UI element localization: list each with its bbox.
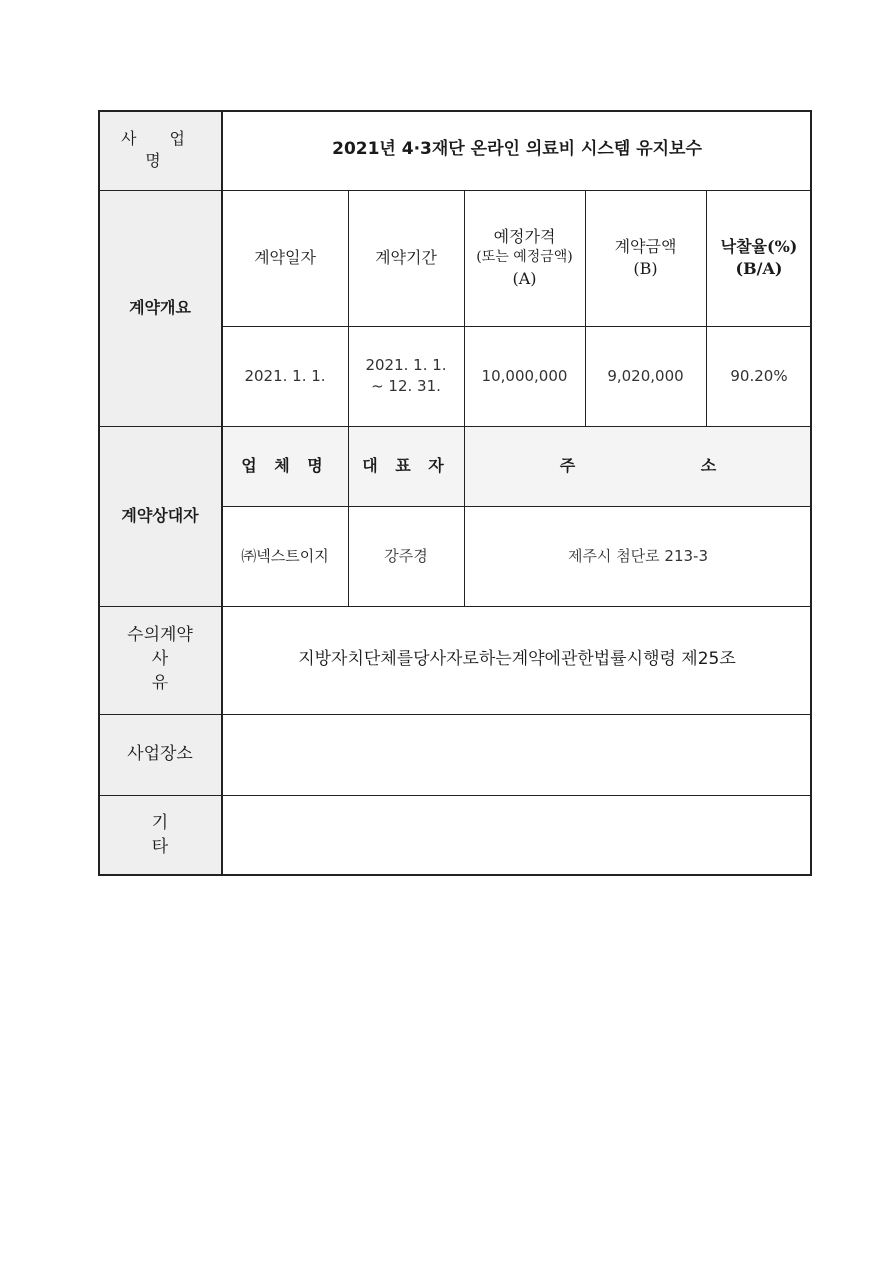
value-company-name: ㈜넥스트이지 <box>241 546 329 565</box>
col-divider <box>706 190 707 426</box>
header-address: 주 소 <box>464 426 812 506</box>
counterparty-label: 계약상대자 <box>121 505 199 525</box>
value-contract-amount: 9,020,000 <box>607 366 684 385</box>
value-contract-date: 2021. 1. 1. <box>244 366 326 385</box>
border-left <box>98 110 100 876</box>
row-divider <box>222 326 812 327</box>
other-label: 기 타 <box>151 812 209 857</box>
header-contract-period: 계약기간 <box>375 247 437 267</box>
counterparty-label-cell <box>98 426 222 606</box>
other-value-cell <box>222 795 812 876</box>
col-divider <box>464 190 465 606</box>
contract-overview-label-cell <box>98 190 222 426</box>
border-right <box>810 110 812 876</box>
contract-overview-label: 계약개요 <box>129 297 191 317</box>
private-contract-label-line1: 수의계약 <box>127 625 193 646</box>
col-divider <box>348 190 349 606</box>
row-divider <box>98 426 812 427</box>
header-award-rate: 낙찰율(%) (B/A) <box>720 236 798 278</box>
header-company-name: 업 체 명 <box>222 426 348 506</box>
business-location-label-cell <box>98 714 222 795</box>
value-award-rate: 90.20% <box>730 366 788 385</box>
value-address: 제주시 첨단로 213-3 <box>567 546 709 565</box>
value-contract-period: 2021. 1. 1. ~ 12. 31. <box>365 356 447 395</box>
private-contract-label-cell <box>98 606 222 714</box>
row-divider <box>98 795 812 796</box>
project-label: 사 업 명 <box>121 128 199 170</box>
row-divider <box>98 190 812 191</box>
border-bottom <box>98 874 812 876</box>
header-representative: 대 표 자 <box>348 426 464 506</box>
row-divider <box>98 606 812 607</box>
private-contract-label-line2: 사 유 <box>151 649 193 693</box>
contract-form-table <box>98 110 812 876</box>
business-location-value-cell <box>222 714 812 795</box>
private-contract-reason: 지방자치단체를당사자로하는계약에관한법률시행령 제25조 <box>298 649 736 670</box>
project-name: 2021년 4·3재단 온라인 의료비 시스템 유지보수 <box>332 139 702 160</box>
row-divider <box>98 714 812 715</box>
border-top <box>98 110 812 112</box>
other-label-cell <box>98 795 222 876</box>
col-divider <box>585 190 586 426</box>
header-contract-amount: 계약금액 (B) <box>614 236 677 278</box>
project-label-cell <box>98 110 222 190</box>
value-representative: 강주경 <box>384 546 428 565</box>
project-value-cell <box>222 110 812 190</box>
business-location-label: 사업장소 <box>127 743 193 764</box>
value-estimated-price: 10,000,000 <box>481 366 568 385</box>
label-column-divider <box>221 110 223 876</box>
private-contract-reason-cell <box>222 606 812 714</box>
header-estimated-price: 예정가격 (또는 예정금액) (A) <box>476 226 573 288</box>
header-contract-date: 계약일자 <box>254 247 316 267</box>
row-divider <box>222 506 812 507</box>
